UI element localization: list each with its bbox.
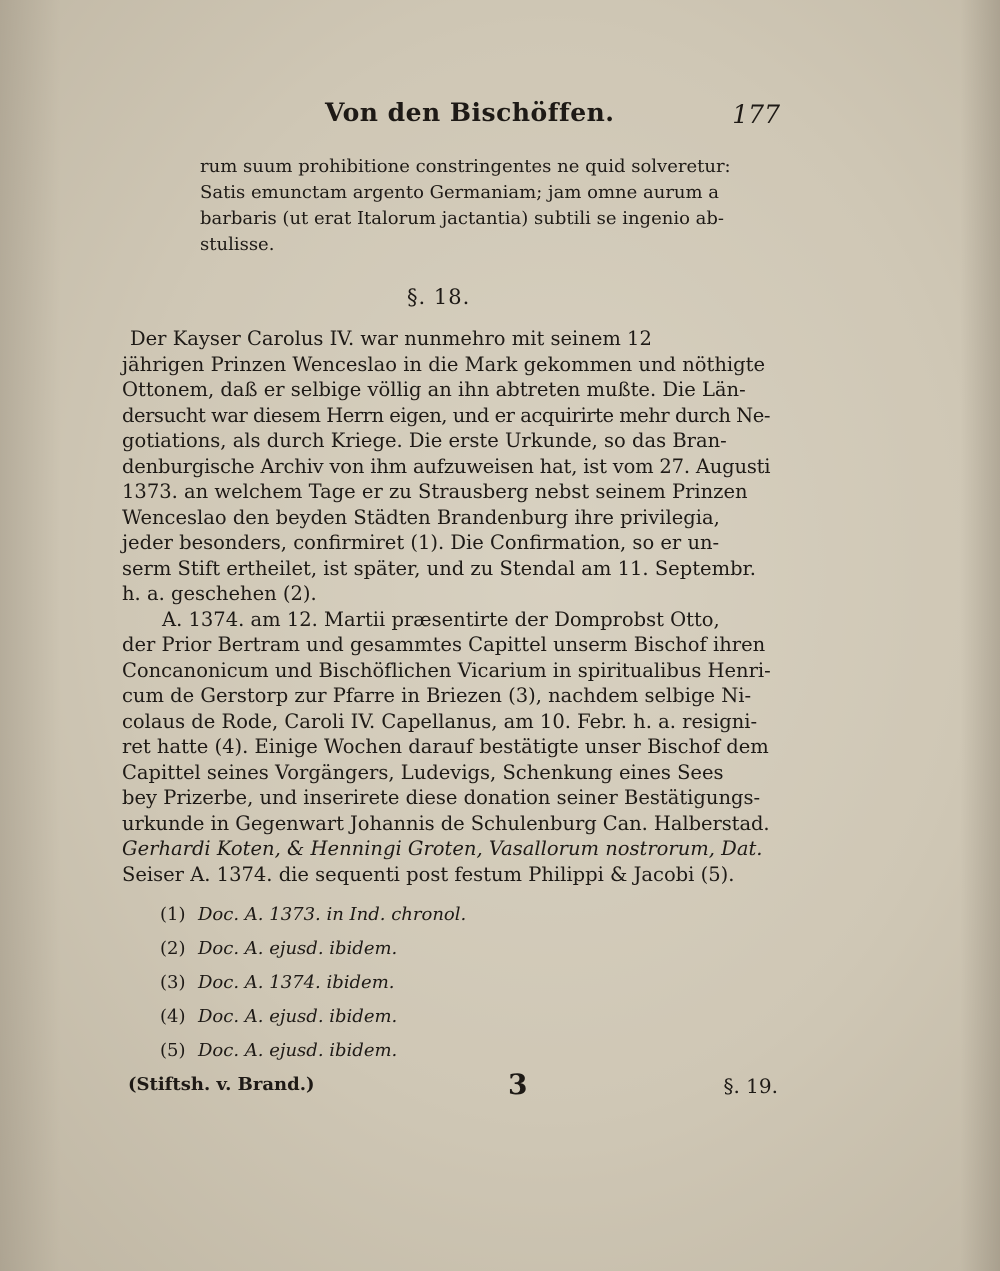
footnote-reference: Doc. A. ejusd. ibidem. — [198, 1006, 398, 1027]
text-line: ret hatte (4). Einige Wochen darauf bestätigte unser Bischof dem — [122, 735, 769, 758]
main-text — [122, 326, 770, 886]
quote-line: stulisse. — [200, 234, 275, 255]
footnote-reference: Doc. A. 1373. in Ind. chronol. — [198, 904, 467, 925]
footnote-number: (2) — [160, 938, 186, 959]
text-line: jeder besonders, confirmiret (1). Die Confirmation, so er un- — [122, 531, 720, 554]
text-line: bey Prizerbe, und inserirete diese donation seiner Bestätigungs- — [122, 786, 761, 809]
text-line: jährigen Prinzen Wenceslao in die Mark gekommen und nöthigte — [122, 352, 766, 376]
page-shadow-right — [960, 0, 1000, 1271]
footnote-reference: Doc. A. ejusd. ibidem. — [198, 938, 398, 959]
footnote — [160, 1040, 397, 1061]
footnote — [160, 1006, 397, 1027]
footnote-number: (3) — [160, 972, 186, 993]
footnote — [160, 904, 466, 925]
text-line: serm Stift ertheilet, ist später, und zu Stendal am 11. Septembr. — [122, 556, 756, 580]
text-line: urkunde in Gegenwart Johannis de Schulenburg Can. Halberstad. — [122, 811, 770, 835]
footnote-number: (5) — [160, 1040, 186, 1061]
text-line: der Prior Bertram und gesammtes Capittel unserm Bischof ihren — [122, 633, 766, 656]
text-line: denburgische Archiv von ihm aufzuweisen hat, ist vom 27. Augusti — [122, 454, 771, 478]
text-line: dersucht war diesem Herrn eigen, und er acquirirte mehr durch Ne- — [122, 403, 770, 427]
page-number: 177 — [732, 100, 780, 129]
footnote-reference: Doc. A. 1374. ibidem. — [198, 972, 395, 993]
quote-line: rum suum prohibitione constringentes ne quid solveretur: — [200, 156, 731, 177]
quote-line: Satis emunctam argento Germaniam; jam omne aurum a — [200, 182, 720, 203]
text-line: colaus de Rode, Caroli IV. Capellanus, am 10. Febr. h. a. resigni- — [122, 709, 758, 733]
text-line: Capittel seines Vorgängers, Ludevigs, Schenkung eines Sees — [122, 760, 724, 784]
page-shadow-left — [0, 0, 60, 1271]
footnote — [160, 972, 395, 993]
text-line: gotiations, als durch Kriege. Die erste Urkunde, so das Bran- — [122, 429, 727, 452]
text-line: 1373. an welchem Tage er zu Strausberg nebst seinem Prinzen — [122, 480, 748, 503]
section-heading: §. 18. — [407, 285, 471, 309]
text-line: Ottonem, daß er selbige völlig an ihn abtreten mußte. Die Län- — [122, 378, 746, 401]
footnote-reference: Doc. A. ejusd. ibidem. — [198, 1040, 398, 1061]
text-line: A. 1374. am 12. Martii præsentirte der Domprobst Otto, — [162, 607, 720, 631]
page-footer — [128, 1068, 778, 1104]
catchword: §. 19. — [723, 1074, 778, 1098]
quote-line: barbaris (ut erat Italorum jactantia) subtili se ingenio ab- — [200, 208, 724, 229]
footnote-number: (1) — [160, 904, 186, 925]
signature-line: (Stiftsh. v. Brand.) — [128, 1074, 315, 1095]
footnote — [160, 938, 397, 959]
text-line: Seiser A. 1374. die sequenti post festum Philippi & Jacobi (5). — [122, 862, 735, 886]
running-title: Von den Bischöffen. — [325, 98, 615, 127]
latin-quotation — [200, 154, 785, 264]
sheet-mark: 3 — [508, 1068, 528, 1101]
footnote-number: (4) — [160, 1006, 186, 1027]
text-line: cum de Gerstorp zur Pfarre in Briezen (3), nachdem selbige Ni- — [122, 684, 752, 707]
running-header — [120, 98, 780, 138]
text-line: Wenceslao den beyden Städten Brandenburg ihre privilegia, — [122, 505, 720, 529]
text-line: Concanonicum und Bischöflichen Vicarium in spiritualibus Henri- — [122, 658, 771, 682]
text-line: h. a. geschehen (2). — [122, 582, 317, 605]
text-line: Der Kayser Carolus IV. war nunmehro mit seinem 12 — [130, 327, 652, 350]
text-line: Gerhardi Koten, & Henningi Groten, Vasallorum nostrorum, Dat. — [122, 837, 763, 860]
